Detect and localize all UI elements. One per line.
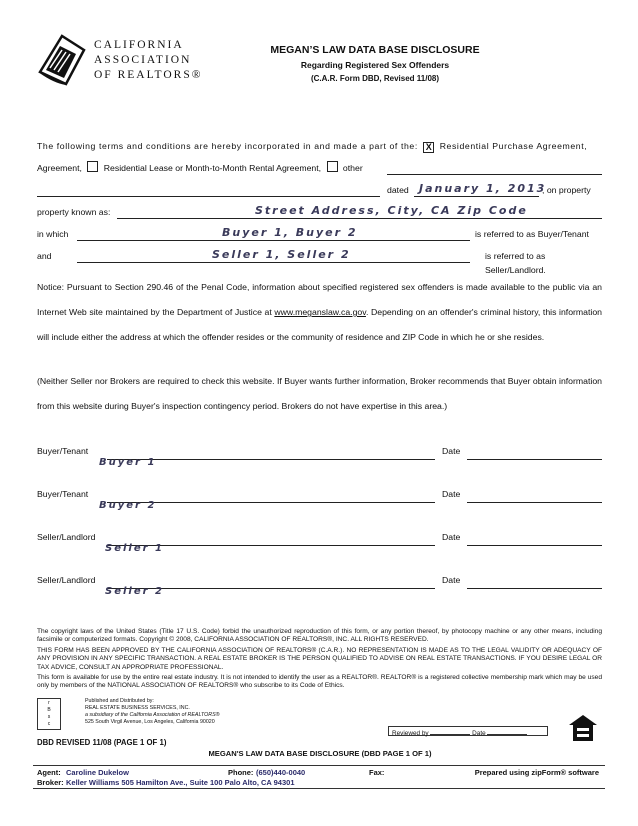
phone-label: Phone: [228, 768, 254, 777]
intro-text: The following terms and conditions are hereby incorporated in and made a part of the: [37, 141, 418, 151]
signature-block-buyer-2 [37, 489, 602, 511]
date-label: Date [442, 575, 461, 585]
date-line[interactable] [467, 575, 602, 589]
intro-line-3 [37, 183, 602, 197]
date-label: Date [442, 532, 461, 542]
notice-paragraph [37, 275, 602, 350]
form-title: MEGAN’S LAW DATA BASE DISCLOSURE [270, 44, 480, 56]
signature-role: Buyer/Tenant [37, 446, 89, 456]
approval-text: THIS FORM HAS BEEN APPROVED BY THE CALIFORNIA ASSOCIATION OF REALTORS® (C.A.R.). NO REPRESENTATION IS MADE AS TO THE LEGAL VALIDITY OR ADEQUACY OF ANY PROVISION IN ANY SPECIFIC TRANSACTION. A REAL ESTATE BROKER IS THE PERSON QUALIFIED TO ADVISE ON REAL ESTATE TRANSACTIONS. IF YOU DESIRE LEGAL OR TAX ADVICE, CONSULT AN APPROPRIATE PROFESSIONAL. [37, 647, 602, 671]
on-property-label: , on property [542, 185, 591, 195]
other-field-continued[interactable] [37, 183, 380, 197]
broker-value: Keller Williams 505 Hamilton Ave., Suite 100 Palo Alto, CA 94301 [66, 778, 295, 787]
date-line[interactable] [467, 489, 602, 503]
review-date-line[interactable] [487, 727, 527, 735]
publisher-line: a subsidiary of the California Association of REALTORS® [85, 712, 220, 718]
publisher-logo-icon [37, 698, 61, 730]
agent-value: Caroline Dukelow [66, 768, 129, 777]
page-footer-title: MEGAN'S LAW DATA BASE DISCLOSURE (DBD PAGE 1 OF 1) [208, 749, 432, 758]
signer-name: Seller 2 [105, 586, 164, 597]
notice-text-a: Notice: Pursuant to Section 290.46 of the Penal Code, information about specified registered sex offenders is made available to the public via an Internet Web site maintained by the Department of Justice at [37, 282, 602, 317]
review-date-label: Date [472, 730, 486, 737]
in-which-label: in which [37, 229, 69, 239]
property-value: Street Address, City, CA Zip Code [255, 204, 528, 217]
usage-text: This form is available for use by the entire real estate industry. It is not intended to identify the user as a REALTOR®. REALTOR® is a registered collective membership mark which may be used only by members of the NATIONAL ASSOCIATION OF REALTORS® who subscribe to its Code of Ethics. [37, 674, 602, 690]
signature-role: Seller/Landlord [37, 532, 96, 542]
date-line[interactable] [467, 532, 602, 546]
dated-label: dated [387, 185, 409, 195]
signature-block-seller-2 [37, 575, 602, 597]
reviewed-by-line[interactable] [430, 727, 470, 735]
other-checkbox[interactable] [327, 161, 338, 172]
signer-name: Buyer 2 [99, 500, 157, 511]
signer-name: Buyer 1 [99, 457, 157, 468]
publisher-logo-letter: s [47, 714, 51, 720]
notice-text-b: . Depending on an offender's criminal history, this information will include either the address at which the offender resides or the community of residence and ZIP Code in which he or she resides. [37, 307, 603, 342]
copyright-text: The copyright laws of the United States (Title 17 U.S. Code) forbid the unauthorized reproduction of this form, or any portion thereof, by photocopy machine or any other means, including facsimile or computerized formats. Copyright © 2008, CALIFORNIA ASSOCIATION OF REALTORS®, INC. ALL RIGHTS RESERVED. [37, 628, 602, 644]
equal-housing-icon [568, 714, 598, 742]
and-label: and [37, 251, 52, 261]
seller-value: Seller 1, Seller 2 [212, 248, 351, 261]
signature-block-buyer-1 [37, 446, 602, 468]
form-subtitle: Regarding Registered Sex Offenders [300, 60, 450, 70]
logo-line-1: CALIFORNIA [94, 39, 184, 51]
prepared-by-text: Prepared using zipForm® software [474, 768, 599, 777]
publisher-line: REAL ESTATE BUSINESS SERVICES, INC. [85, 705, 190, 711]
publisher-logo-letter: c [47, 721, 51, 727]
publisher-info [85, 698, 220, 726]
agent-broker-bar [33, 765, 605, 789]
reviewed-by-label: Reviewed by [392, 730, 429, 737]
agent-label: Agent: [37, 768, 61, 777]
residential-purchase-label: Residential Purchase Agreement, [439, 141, 588, 151]
form-number: (C.A.R. Form DBD, Revised 11/08) [310, 74, 440, 83]
logo-line-3: OF REALTORS® [94, 69, 203, 81]
seller-line [37, 248, 602, 275]
disclaimer-paragraph: (Neither Seller nor Brokers are required to check this website. If Buyer wants further information, Broker recommends that Buyer obtain information from this website during Buyer's inspection contingency period. Brokers do not have expertise in this area.) [37, 376, 602, 411]
review-box[interactable] [388, 726, 548, 736]
buyer-suffix: is referred to as Buyer/Tenant [475, 229, 589, 239]
date-line[interactable] [467, 446, 602, 460]
fax-label: Fax: [369, 768, 385, 777]
publisher-logo-letter: r [48, 700, 50, 706]
seller-suffix: is referred to as Seller/Landlord. [485, 251, 546, 275]
other-label: other [342, 163, 363, 173]
property-line [37, 205, 602, 219]
lease-checkbox[interactable] [87, 161, 98, 172]
intro-line-2 [37, 161, 602, 175]
car-logo-icon [36, 32, 88, 90]
signature-block-seller-1 [37, 532, 602, 554]
signature-role: Seller/Landlord [37, 575, 96, 585]
agreement-word: Agreement, [37, 163, 82, 173]
publisher-line: 525 South Virgil Avenue, Los Angeles, California 90020 [85, 719, 215, 725]
date-label: Date [442, 446, 461, 456]
signature-role: Buyer/Tenant [37, 489, 89, 499]
other-field[interactable] [387, 161, 602, 175]
broker-label: Broker: [37, 778, 64, 787]
publisher-logo-letter: B [47, 707, 51, 713]
meganslaw-link[interactable]: www.meganslaw.ca.gov [274, 307, 366, 317]
revision-label: DBD REVISED 11/08 (PAGE 1 OF 1) [37, 738, 167, 747]
logo-line-2: ASSOCIATION [94, 54, 192, 66]
property-label: property known as: [37, 207, 111, 217]
dated-value: January 1, 2013 [419, 182, 547, 195]
intro-line-1 [37, 139, 602, 153]
signer-name: Seller 1 [105, 543, 164, 554]
phone-value: (650)440-0040 [256, 768, 306, 777]
buyer-value: Buyer 1, Buyer 2 [222, 226, 358, 239]
lease-label: Residential Lease or Month-to-Month Rental Agreement, [103, 163, 322, 173]
residential-purchase-checkbox[interactable]: X [423, 142, 434, 153]
date-label: Date [442, 489, 461, 499]
publisher-line: Published and Distributed by: [85, 698, 154, 704]
buyer-line [37, 227, 602, 241]
